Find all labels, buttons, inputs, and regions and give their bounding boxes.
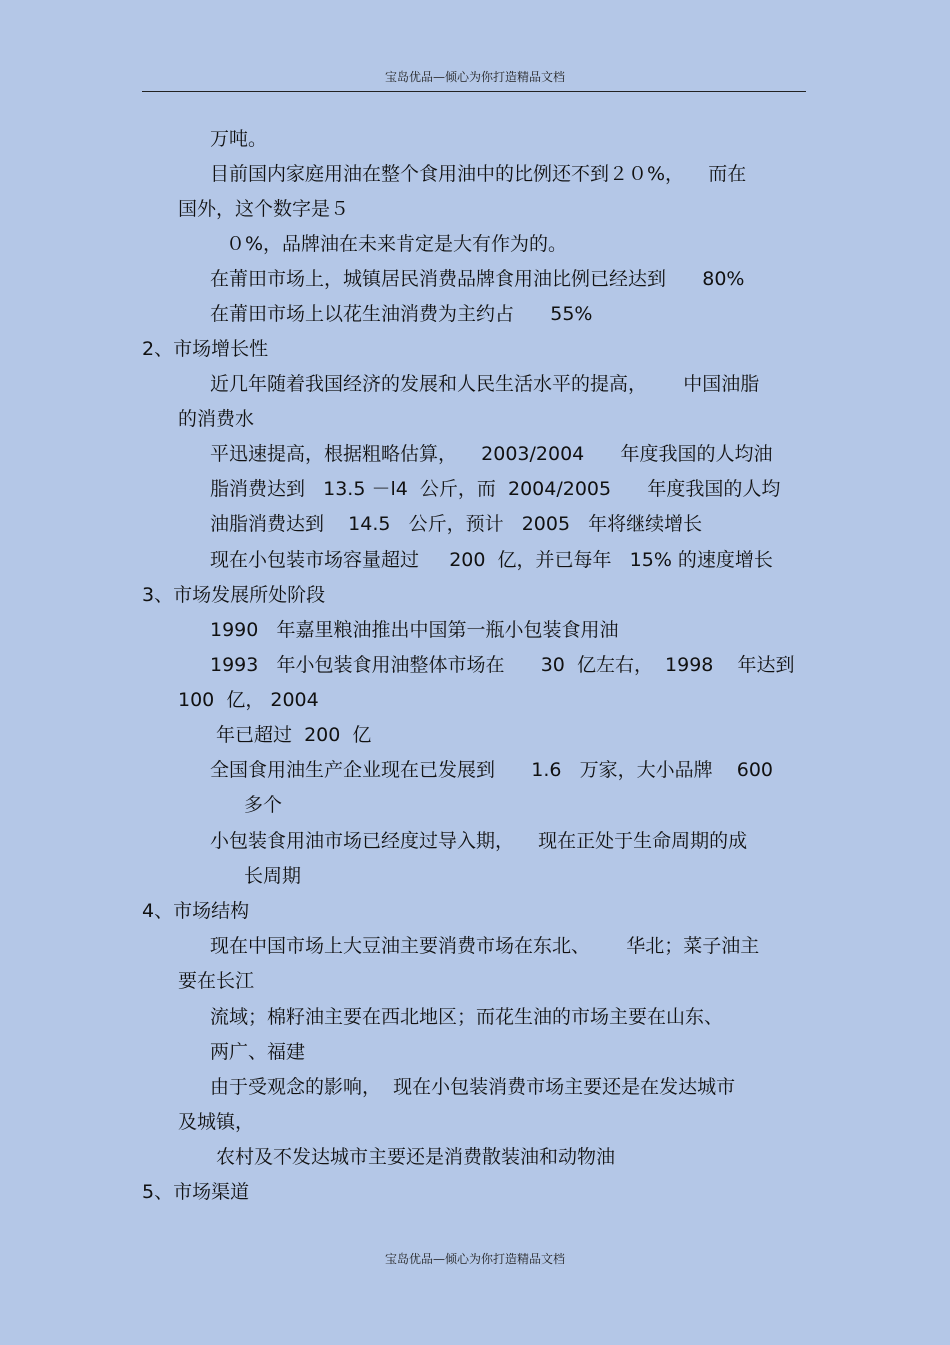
text-line: 现在小包装市场容量超过 200 亿，并已每年 15% 的速度增长 (210, 549, 773, 571)
text-line: 1993 年小包装食用油整体市场在 30 亿左右， 1998 年达到 (210, 654, 795, 676)
text-line: 及城镇， (178, 1111, 255, 1133)
text-line: 两广、福建 (210, 1041, 306, 1063)
text-line: 农村及不发达城市主要还是消费散装油和动物油 (216, 1146, 616, 1168)
section-heading: 3、市场发展所处阶段 (142, 584, 326, 606)
text-line: 近几年随着我国经济的发展和人民生活水平的提高， 中国油脂 (210, 373, 760, 395)
page-footer: 宝岛优品—倾心为你打造精品文档 (384, 1252, 565, 1266)
text-line: 长周期 (244, 865, 302, 887)
text-line: 由于受观念的影响， 现在小包装消费市场主要还是在发达城市 (210, 1076, 736, 1098)
text-line: 脂消费达到 13.5 －l4 公斤，而 2004/2005 年度我国的人均 (210, 478, 781, 500)
text-line: 多个 (244, 794, 283, 816)
text-line: 万吨。 (210, 128, 268, 150)
section-heading: 5、市场渠道 (142, 1181, 250, 1203)
text-line: 要在长江 (178, 970, 255, 992)
header-divider (142, 91, 806, 92)
text-line: 现在中国市场上大豆油主要消费市场在东北、 华北；菜子油主 (210, 935, 760, 957)
text-line: 在莆田市场上以花生油消费为主约占 55% (210, 303, 593, 325)
section-heading: 4、市场结构 (142, 900, 250, 922)
text-line: 平迅速提高，根据粗略估算， 2003/2004 年度我国的人均油 (210, 443, 773, 465)
text-line: 的消费水 (178, 408, 255, 430)
text-line: 流域；棉籽油主要在西北地区；而花生油的市场主要在山东、 (210, 1006, 724, 1028)
text-line: 目前国内家庭用油在整个食用油中的比例还不到２０%， 而在 (210, 163, 747, 185)
text-line: 在莆田市场上，城镇居民消费品牌食用油比例已经达到 80% (210, 268, 745, 290)
text-line: 1990 年嘉里粮油推出中国第一瓶小包装食用油 (210, 619, 619, 641)
text-line: 全国食用油生产企业现在已发展到 1.6 万家，大小品牌 600 (210, 759, 773, 781)
text-line: 小包装食用油市场已经度过导入期， 现在正处于生命周期的成 (210, 830, 748, 852)
text-line: ０%，品牌油在未来肯定是大有作为的。 (226, 233, 568, 255)
text-line: 年已超过 200 亿 (216, 724, 372, 746)
section-heading: 2、市场增长性 (142, 338, 269, 360)
text-line: 100 亿， 2004 (178, 689, 319, 711)
page-header: 宝岛优品—倾心为你打造精品文档 (384, 70, 565, 84)
text-line: 油脂消费达到 14.5 公斤，预计 2005 年将继续增长 (210, 513, 703, 535)
text-line: 国外，这个数字是５ (178, 198, 350, 220)
